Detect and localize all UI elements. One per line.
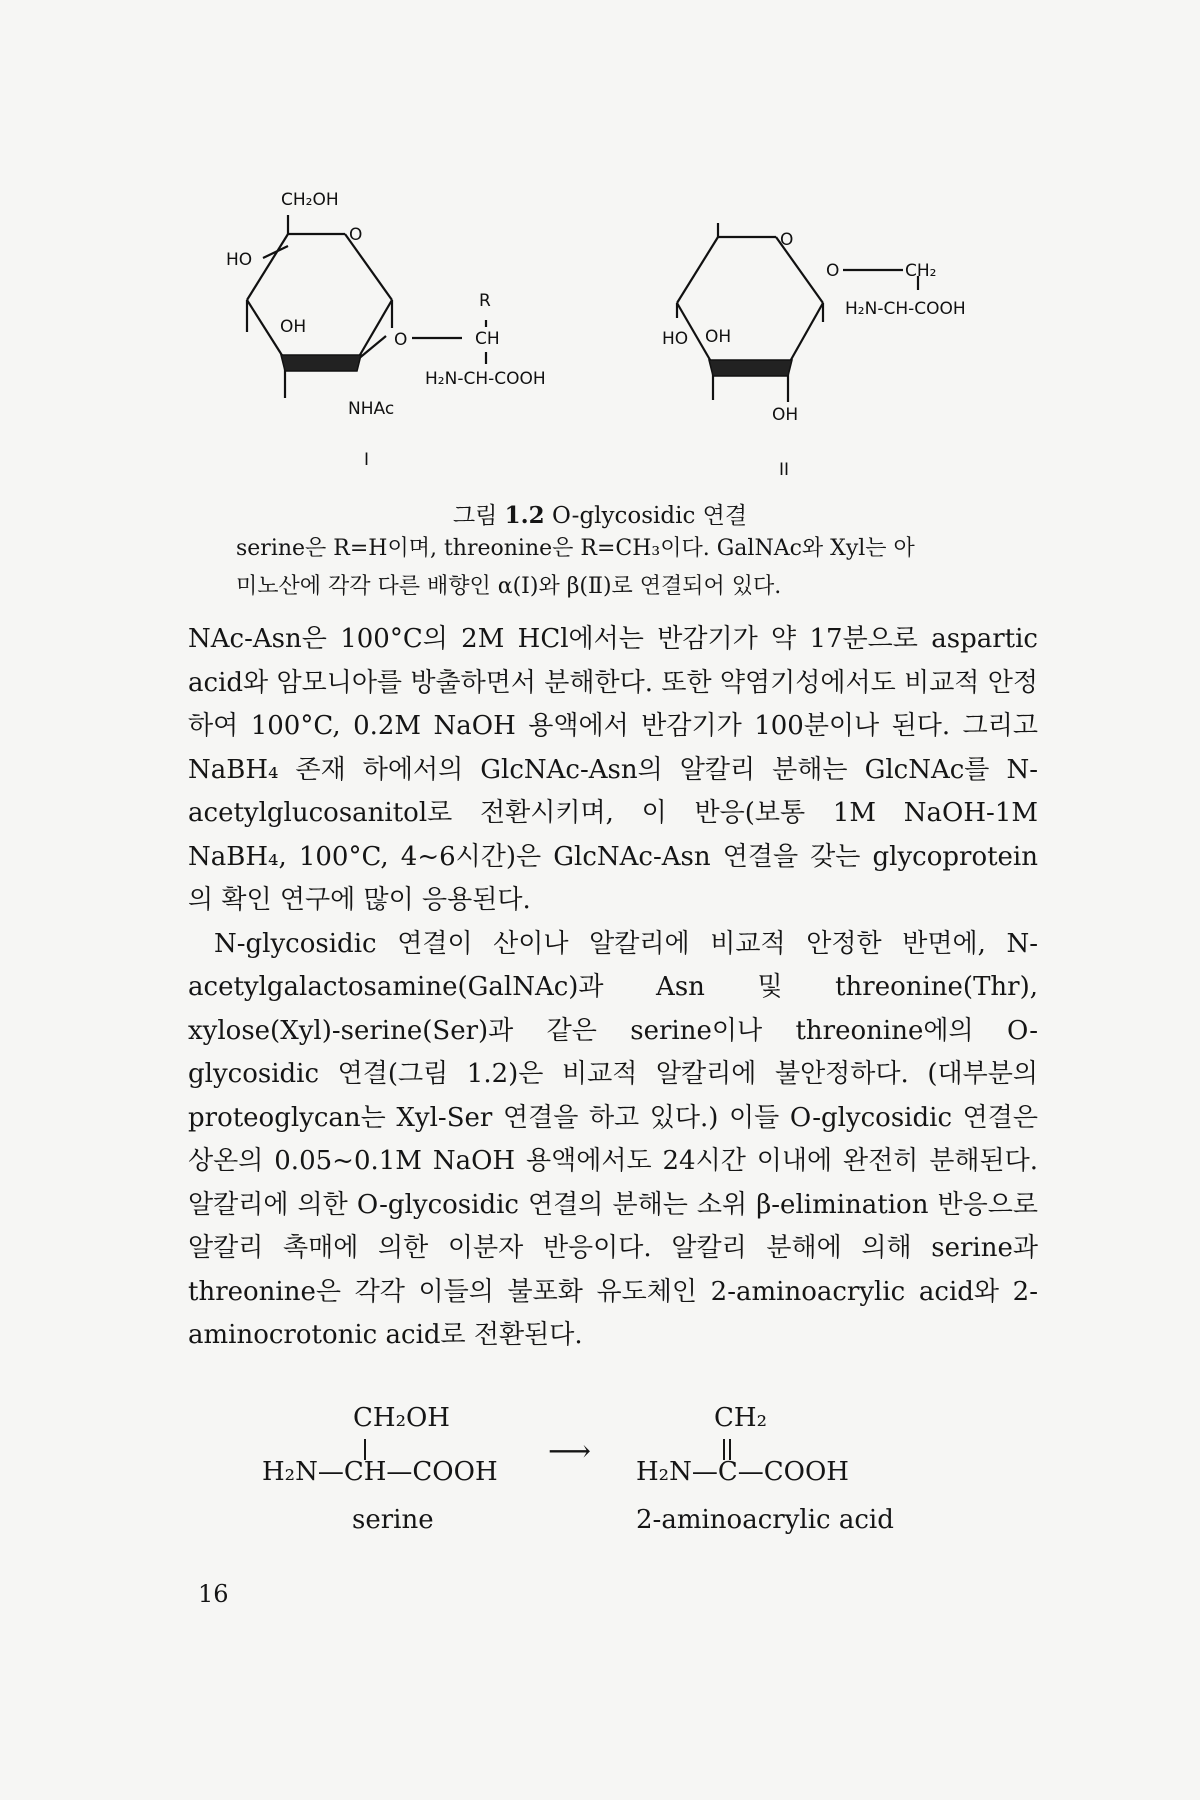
structure-i-r-group: R xyxy=(479,291,491,311)
serine-substituent: CH₂OH xyxy=(353,1403,450,1433)
structure-ii-ho: HO xyxy=(662,329,689,349)
serine-formula: H₂N—CH—COOH xyxy=(262,1457,498,1487)
paragraph-1: NAc-Asn은 100°C의 2M HCl에서는 반감기가 약 17분으로 aspartic acid와 암모니아를 방출하면서 분해한다. 또한 약염기성에서도 비교적 안정하여 100°C, 0.2M NaOH 용액에서 반감기가 100분이나 된다. 그리고 NaBH₄ 존재 하에서의 GlcNAc-Asn의 알칼리 분해는 GlcNAc를 N-acetylglucosanitol로 전환시키며, 이 반응(보통 1M NaOH-1M NaBH₄, 100°C, 4~6시간)은 GlcNAc-Asn 연결을 갖는 glycoprotein의 확인 연구에 많이 응용된다. xyxy=(188,624,1038,915)
paragraph-2: N-glycosidic 연결이 산이나 알칼리에 비교적 안정한 반면에, N-acetylgalactosamine(GalNAc)과 Asn 및 threonine(Thr), xylose(Xyl)-serine(Ser)과 같은 serine이나 threonine에의 O-glycosidic 연결(그림 1.2)은 비교적 알칼리에 불안정하다. (대부분의 proteoglycan는 Xyl-Ser 연결을 하고 있다.) 이들 O-glycosidic 연결은 상온의 0.05~0.1M NaOH 용액에서도 24시간 이내에 완전히 분해된다. 알칼리에 의한 O-glycosidic 연결의 분해는 소위 β-elimination 반응으로 알칼리 촉매에 의한 이분자 반응이다. 알칼리 분해에 의해 serine과 threonine은 각각 이들의 불포화 유도체인 2-aminoacrylic acid와 2-aminocrotonic acid로 전환된다. xyxy=(188,928,1038,1350)
structure-ii-label: II xyxy=(779,460,790,480)
structure-i-amino-acid: H₂N-CH-COOH xyxy=(425,369,546,389)
structure-i-nhac: NHAc xyxy=(348,399,395,419)
page-number: 16 xyxy=(198,1580,229,1608)
serine-name: serine xyxy=(352,1505,434,1535)
structure-ii-ch2: CH₂ xyxy=(905,261,937,281)
structure-ii-ring-oxygen: O xyxy=(780,230,794,250)
figure-legend-line-2: 미노산에 각각 다른 배향인 α(Ⅰ)와 β(Ⅱ)로 연결되어 있다. xyxy=(236,574,782,599)
structure-i-oh: OH xyxy=(280,317,307,337)
figure-legend-line-1: serine은 R=H이며, threonine은 R=CH₃이다. GalNAc와 Xyl는 아 xyxy=(236,536,915,561)
structure-ii-oh-bottom: OH xyxy=(772,405,799,425)
caption-text: O-glycosidic 연결 xyxy=(551,503,748,529)
caption-prefix: 그림 xyxy=(452,503,498,529)
structure-i-glycosidic-oxygen: O xyxy=(394,330,408,350)
structure-ii-glycosidic-oxygen: O xyxy=(826,261,840,281)
reaction-arrow: ⟶ xyxy=(548,1434,592,1469)
structure-ii-amino-acid: H₂N-CH-COOH xyxy=(845,299,966,319)
structure-i-ch2oh: CH₂OH xyxy=(281,190,339,210)
structure-ii-oh: OH xyxy=(705,327,732,347)
structure-i-ho: HO xyxy=(226,250,253,270)
product-substituent: CH₂ xyxy=(714,1403,767,1433)
structure-i-ch: CH xyxy=(475,329,500,349)
product-name: 2-aminoacrylic acid xyxy=(636,1505,894,1535)
caption-number: 1.2 xyxy=(504,502,545,529)
product-formula: H₂N—C—COOH xyxy=(636,1457,849,1487)
structure-i-ring-oxygen: O xyxy=(349,225,363,245)
structure-i-label: I xyxy=(364,450,370,470)
